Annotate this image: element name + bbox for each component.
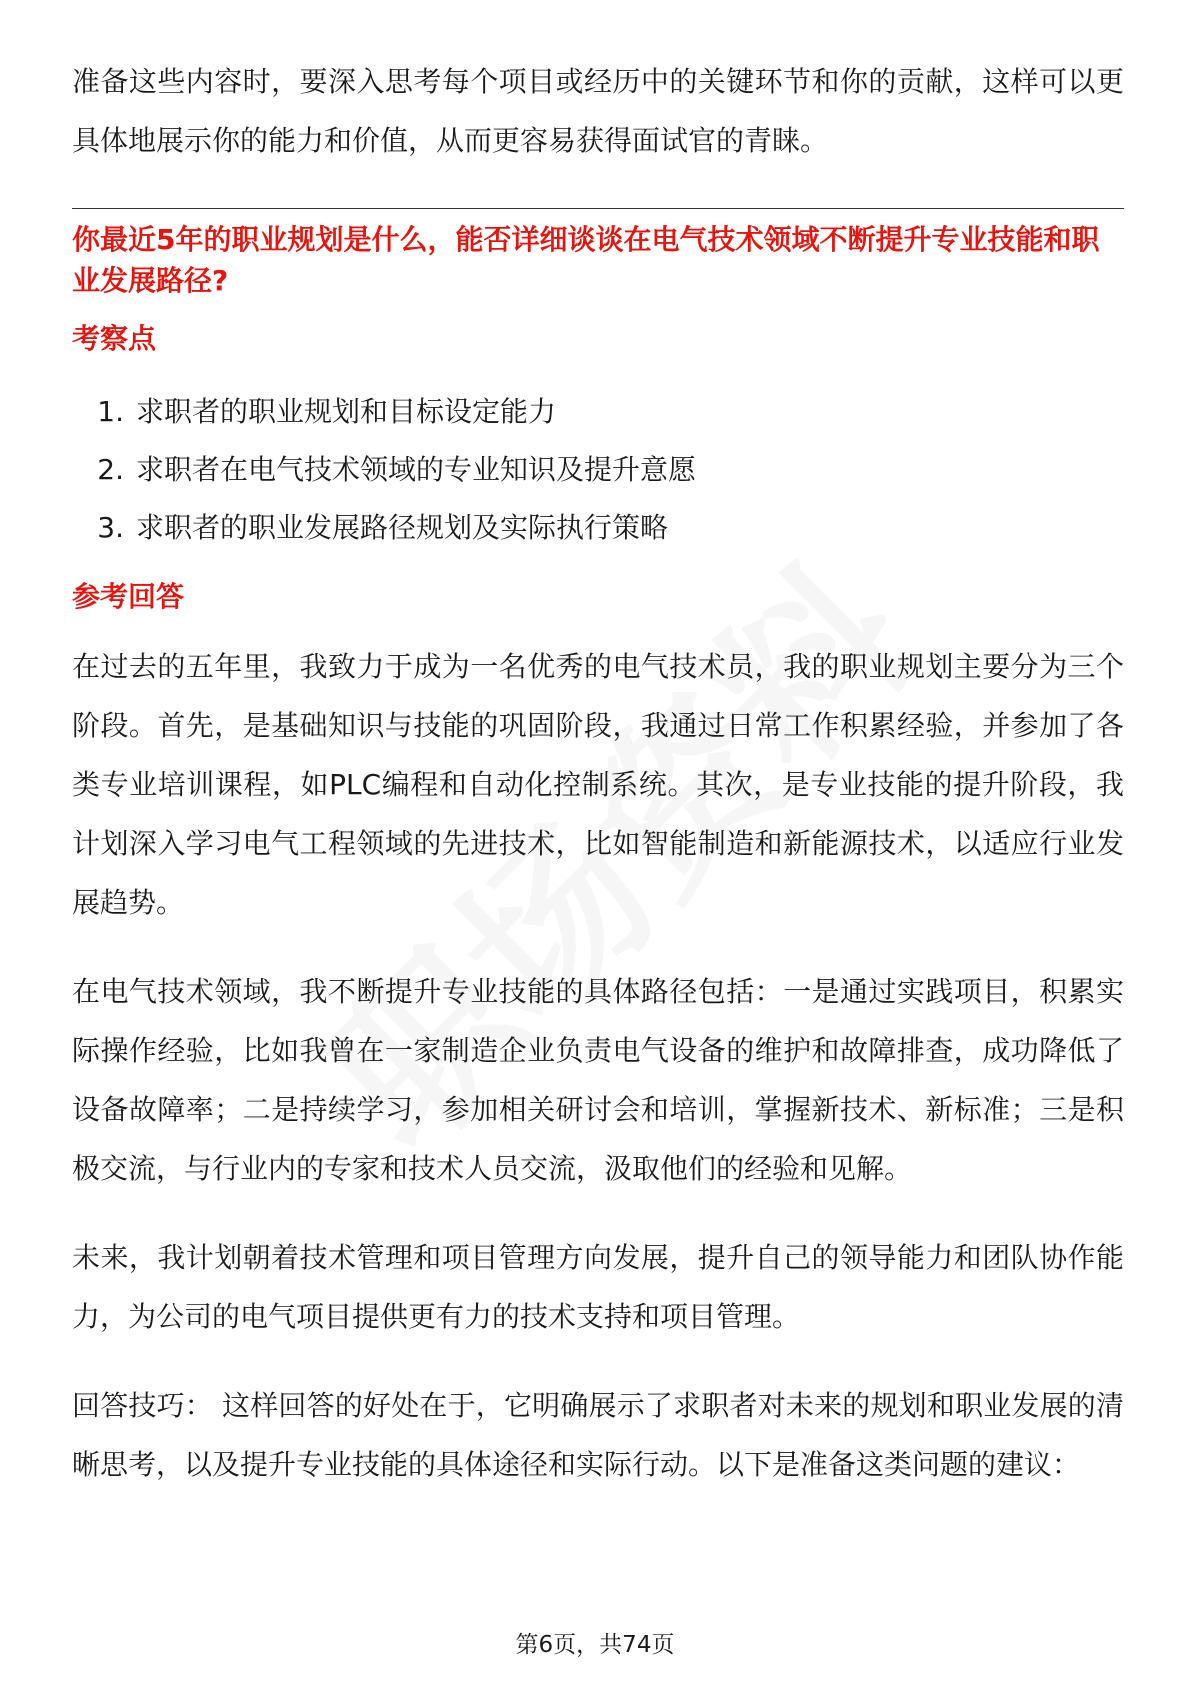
section-divider <box>72 208 1124 209</box>
tips-paragraph: 回答技巧： 这样回答的好处在于，它明确展示了求职者对未来的规划和职业发展的清晰思考，以及提升专业技能的具体途径和实际行动。以下是准备这类问题的建议： <box>72 1389 1124 1481</box>
list-item <box>72 441 1124 499</box>
answer-paragraph: 在过去的五年里，我致力于成为一名优秀的电气技术员，我的职业规划主要分为三个阶段。首先，是基础知识与技能的巩固阶段，我通过日常工作积累经验，并参加了各类专业培训课程，如PLC编程和自动化控制系统。其次，是专业技能的提升阶段，我计划深入学习电气工程领域的先进技术，比如智能制造和新能源技术，以适应行业发展趋势。 <box>72 650 1124 919</box>
page-content <box>72 52 1124 1494</box>
question-heading: 你最近5年的职业规划是什么，能否详细谈谈在电气技术领域不断提升专业技能和职业发展路径? <box>72 223 1100 297</box>
answer-heading: 参考回答 <box>72 580 185 613</box>
list-number: 3. <box>97 511 124 544</box>
answer-paragraph: 在电气技术领域，我不断提升专业技能的具体路径包括：一是通过实践项目，积累实际操作经验，比如我曾在一家制造企业负责电气设备的维护和故障排查，成功降低了设备故障率；二是持续学习，参加相关研讨会和培训，掌握新技术、新标准；三是积极交流，与行业内的专家和技术人员交流，汲取他们的经验和见解。 <box>72 975 1124 1185</box>
list-number: 1. <box>97 395 124 428</box>
answer-paragraph: 未来，我计划朝着技术管理和项目管理方向发展，提升自己的领导能力和团队协作能力，为公司的电气项目提供更有力的技术支持和项目管理。 <box>72 1241 1124 1333</box>
list-item <box>72 383 1124 441</box>
list-text: 求职者在电气技术领域的专业知识及提升意愿 <box>136 453 697 486</box>
intro-paragraph: 准备这些内容时，要深入思考每个项目或经历中的关键环节和你的贡献，这样可以更具体地展示你的能力和价值，从而更容易获得面试官的青睐。 <box>72 65 1124 157</box>
list-text: 求职者的职业规划和目标设定能力 <box>136 395 557 428</box>
page-number: 第6页，共74页 <box>515 1632 675 1658</box>
list-text: 求职者的职业发展路径规划及实际执行策略 <box>136 511 669 544</box>
list-item <box>72 499 1124 557</box>
assessment-heading: 考察点 <box>72 322 157 355</box>
assessment-list <box>72 383 1124 557</box>
list-number: 2. <box>97 453 124 486</box>
